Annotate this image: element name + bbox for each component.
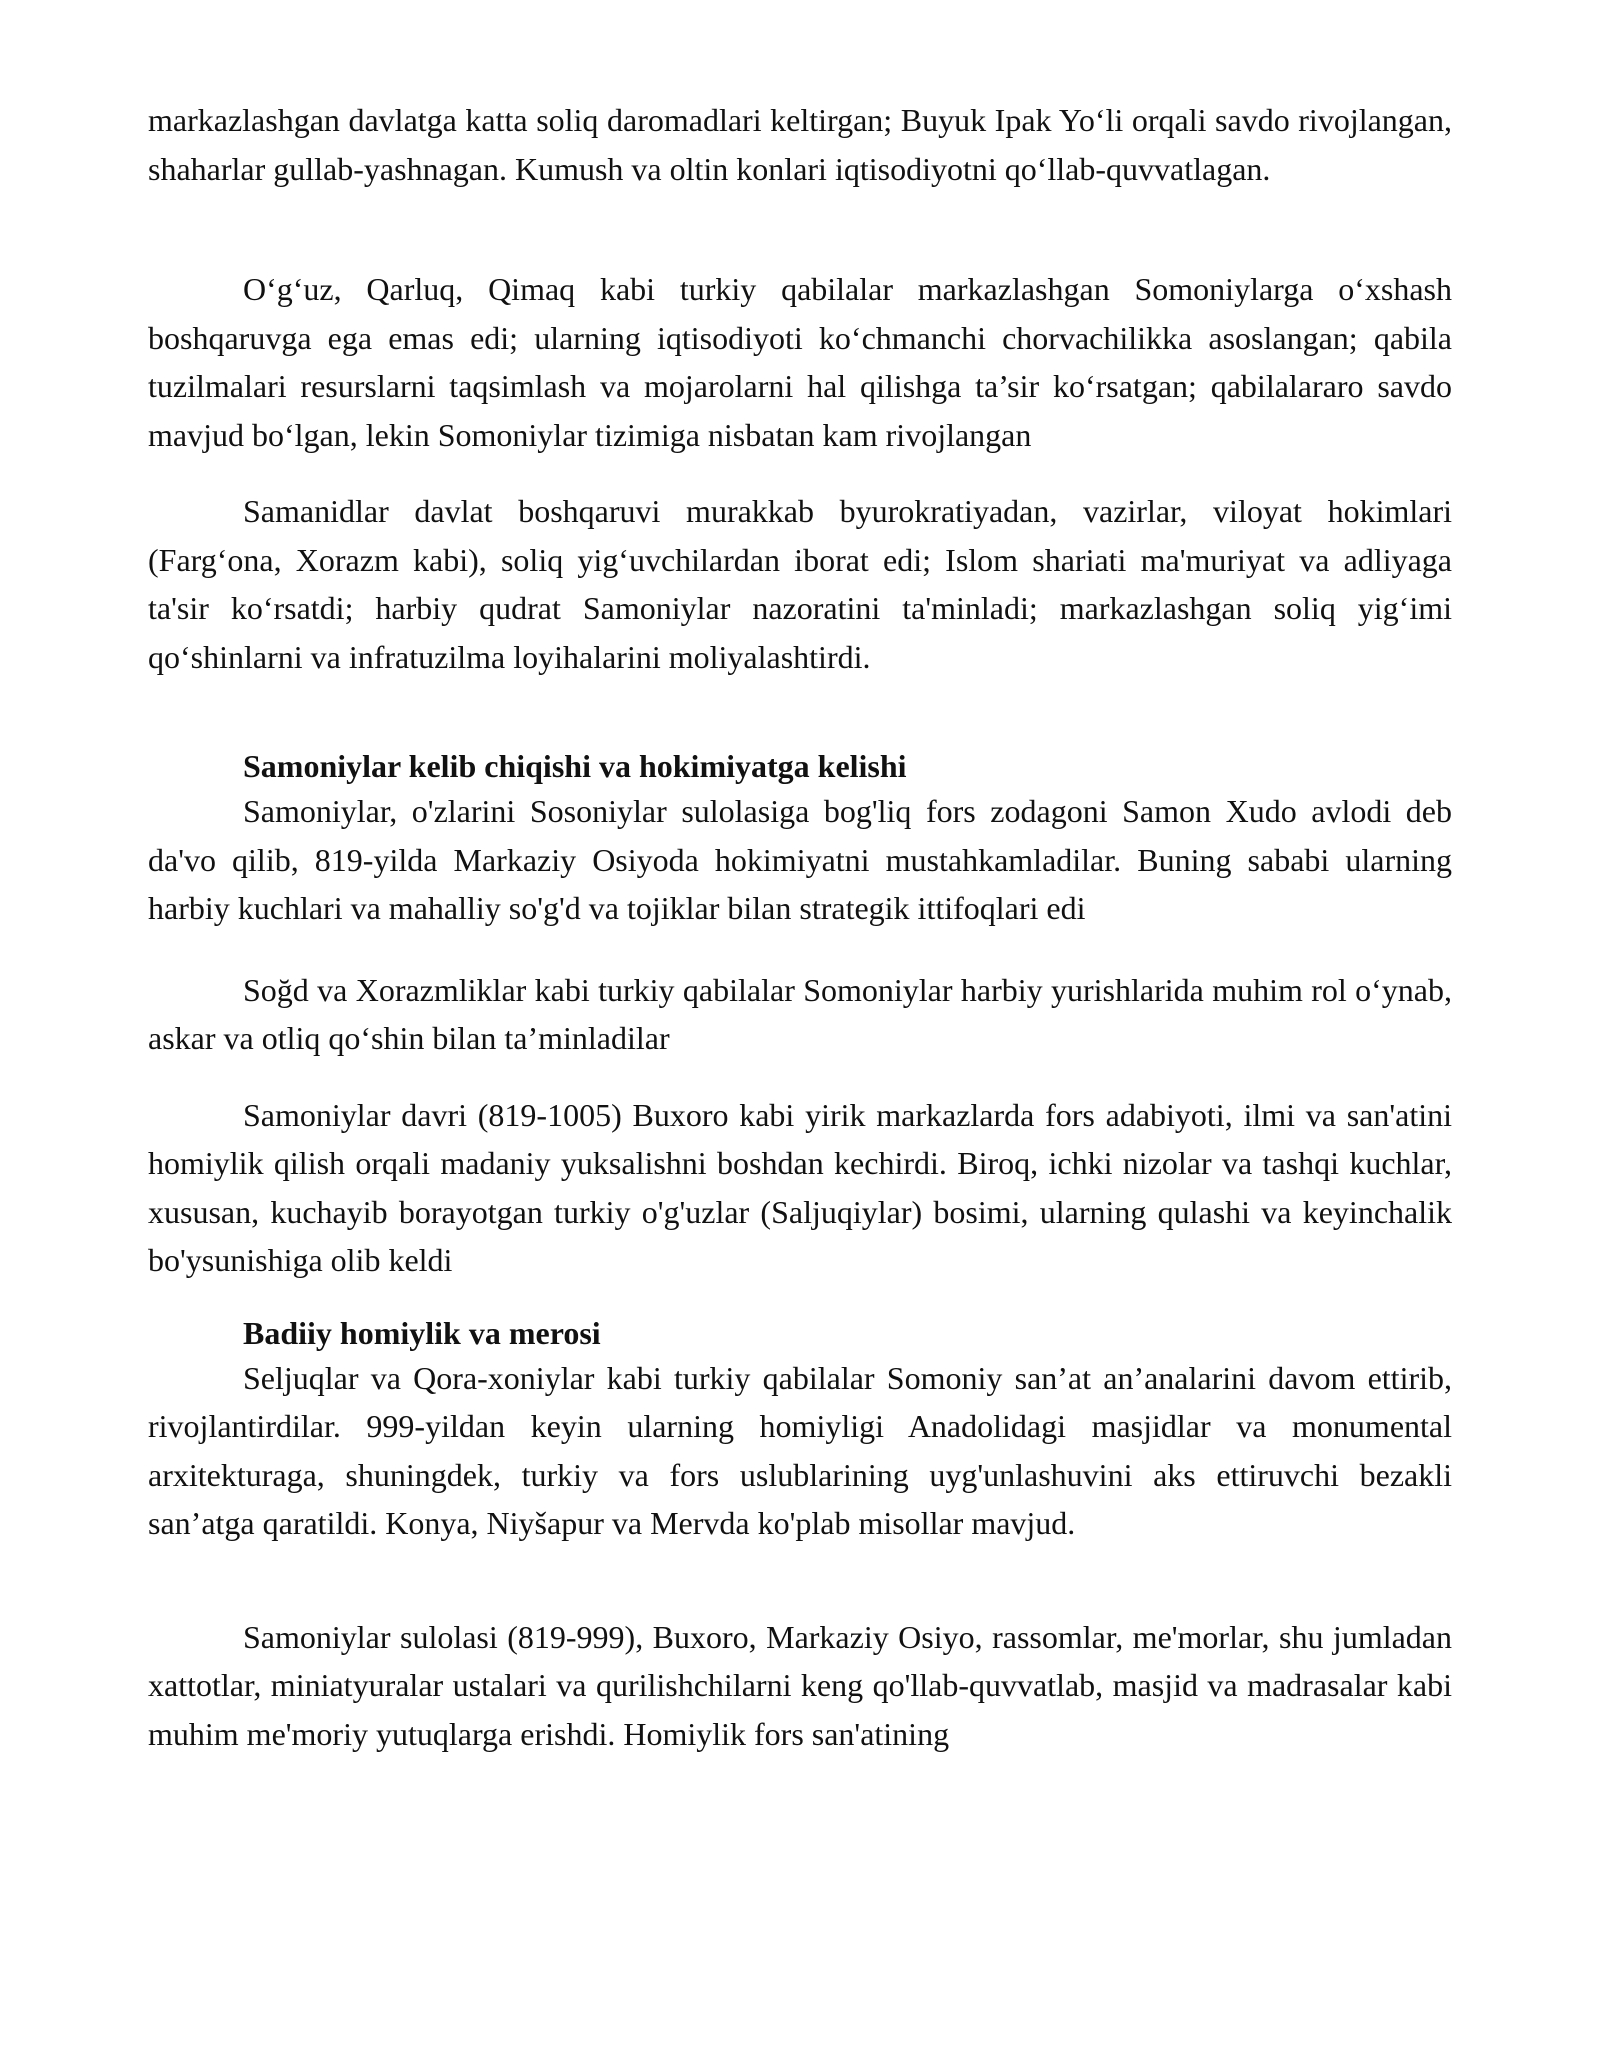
paragraph-1: markazlashgan davlatga katta soliq daromadlari keltirgan; Buyuk Ipak Yo‘li orqali savdo rivojlangan, shaharlar gullab-yashnagan. Kumush va oltin konlari iqtisodiyotni qo‘llab-quvvatlagan.: [148, 102, 1452, 187]
paragraph-7: Seljuqlar va Qora-xoniylar kabi turkiy qabilalar Somoniy san’at an’analarini davom ettirib, rivojlantirdilar. 999-yildan keyin ularning homiyligi Anadolidagi masjidlar va monumental arxitekturaga, shuningdek, turkiy va fors uslublarining uyg'unlashuvini aks ettiruvchi bezakli san’atga qaratildi. Konya, Niyšapur va Mervda ko'plab misollar mavjud.: [148, 1359, 1452, 1541]
paragraph-4: Samoniylar, o'zlarini Sosoniylar sulolasiga bog'liq fors zodagoni Samon Xudo avlodi deb da'vo qilib, 819-yilda Markaziy Osiyoda hokimiyatni mustahkamladilar. Buning sababi ularning harbiy kuchlari va mahalliy so'g'd va tojiklar bilan strategik ittifoqlari edi: [148, 793, 1452, 926]
paragraph-6: Samoniylar davri (819-1005) Buxoro kabi yirik markazlarda fors adabiyoti, ilmi va san'atini homiylik qilish orqali madaniy yuksalishni boshdan kechirdi. Biroq, ichki nizolar va tashqi kuchlar, xususan, kuchayib borayotgan turkiy o'g'uzlar (Saljuqiylar) bosimi, ularning qulashi va keyinchalik bo'ysunishiga olib keldi: [148, 1096, 1452, 1278]
section-heading-origins: Samoniylar kelib chiqishi va hokimiyatga kelishi: [243, 748, 907, 784]
spacer: [148, 681, 1452, 746]
paragraph-2: O‘g‘uz, Qarluq, Qimaq kabi turkiy qabilalar markazlashgan Somoniylarga o‘xshash boshqaruvga ega emas edi; ularning iqtisodiyoti ko‘chmanchi chorvachilikka asoslangan; qabila tuzilmalari resurslarni taqsimlash va mojarolarni hal qilishga ta’sir ko‘rsatgan; qabilalararo savdo mavjud bo‘lgan, lekin Somoniylar tizimiga nisbatan kam rivojlangan: [148, 271, 1452, 453]
paragraph-8: Samoniylar sulolasi (819-999), Buxoro, Markaziy Osiyo, rassomlar, me'morlar, shu jumladan xattotlar, miniatyuralar ustalari va qurilishchilarni keng qo'llab-quvvatlab, masjid va madrasalar kabi muhim me'moriy yutuqlarga erishdi. Homiylik fors san'atining: [148, 1618, 1452, 1752]
document-body: [148, 96, 1452, 1758]
spacer: [148, 459, 1452, 487]
paragraph-3: Samanidlar davlat boshqaruvi murakkab byurokratiyadan, vazirlar, viloyat hokimlari (Farg‘ona, Xorazm kabi), soliq yig‘uvchilardan iborat edi; Islom shariati ma'muriyat va adliyaga ta'sir ko‘rsatdi; harbiy qudrat Samoniylar nazoratini ta'minladi; markazlashgan soliq yig‘imi qo‘shinlarni va infratuzilma loyihalarini moliyalashtirdi.: [148, 493, 1452, 675]
spacer: [148, 1063, 1452, 1091]
spacer: [148, 1285, 1452, 1313]
spacer: [148, 1548, 1452, 1613]
spacer: [148, 193, 1452, 265]
spacer: [148, 933, 1452, 966]
section-heading-patronage: Badiiy homiylik va merosi: [243, 1314, 601, 1351]
paragraph-5: Soğd va Xorazmliklar kabi turkiy qabilalar Somoniylar harbiy yurishlarida muhim rol o‘ynab, askar va otliq qo‘shin bilan ta’minladilar: [148, 971, 1452, 1056]
